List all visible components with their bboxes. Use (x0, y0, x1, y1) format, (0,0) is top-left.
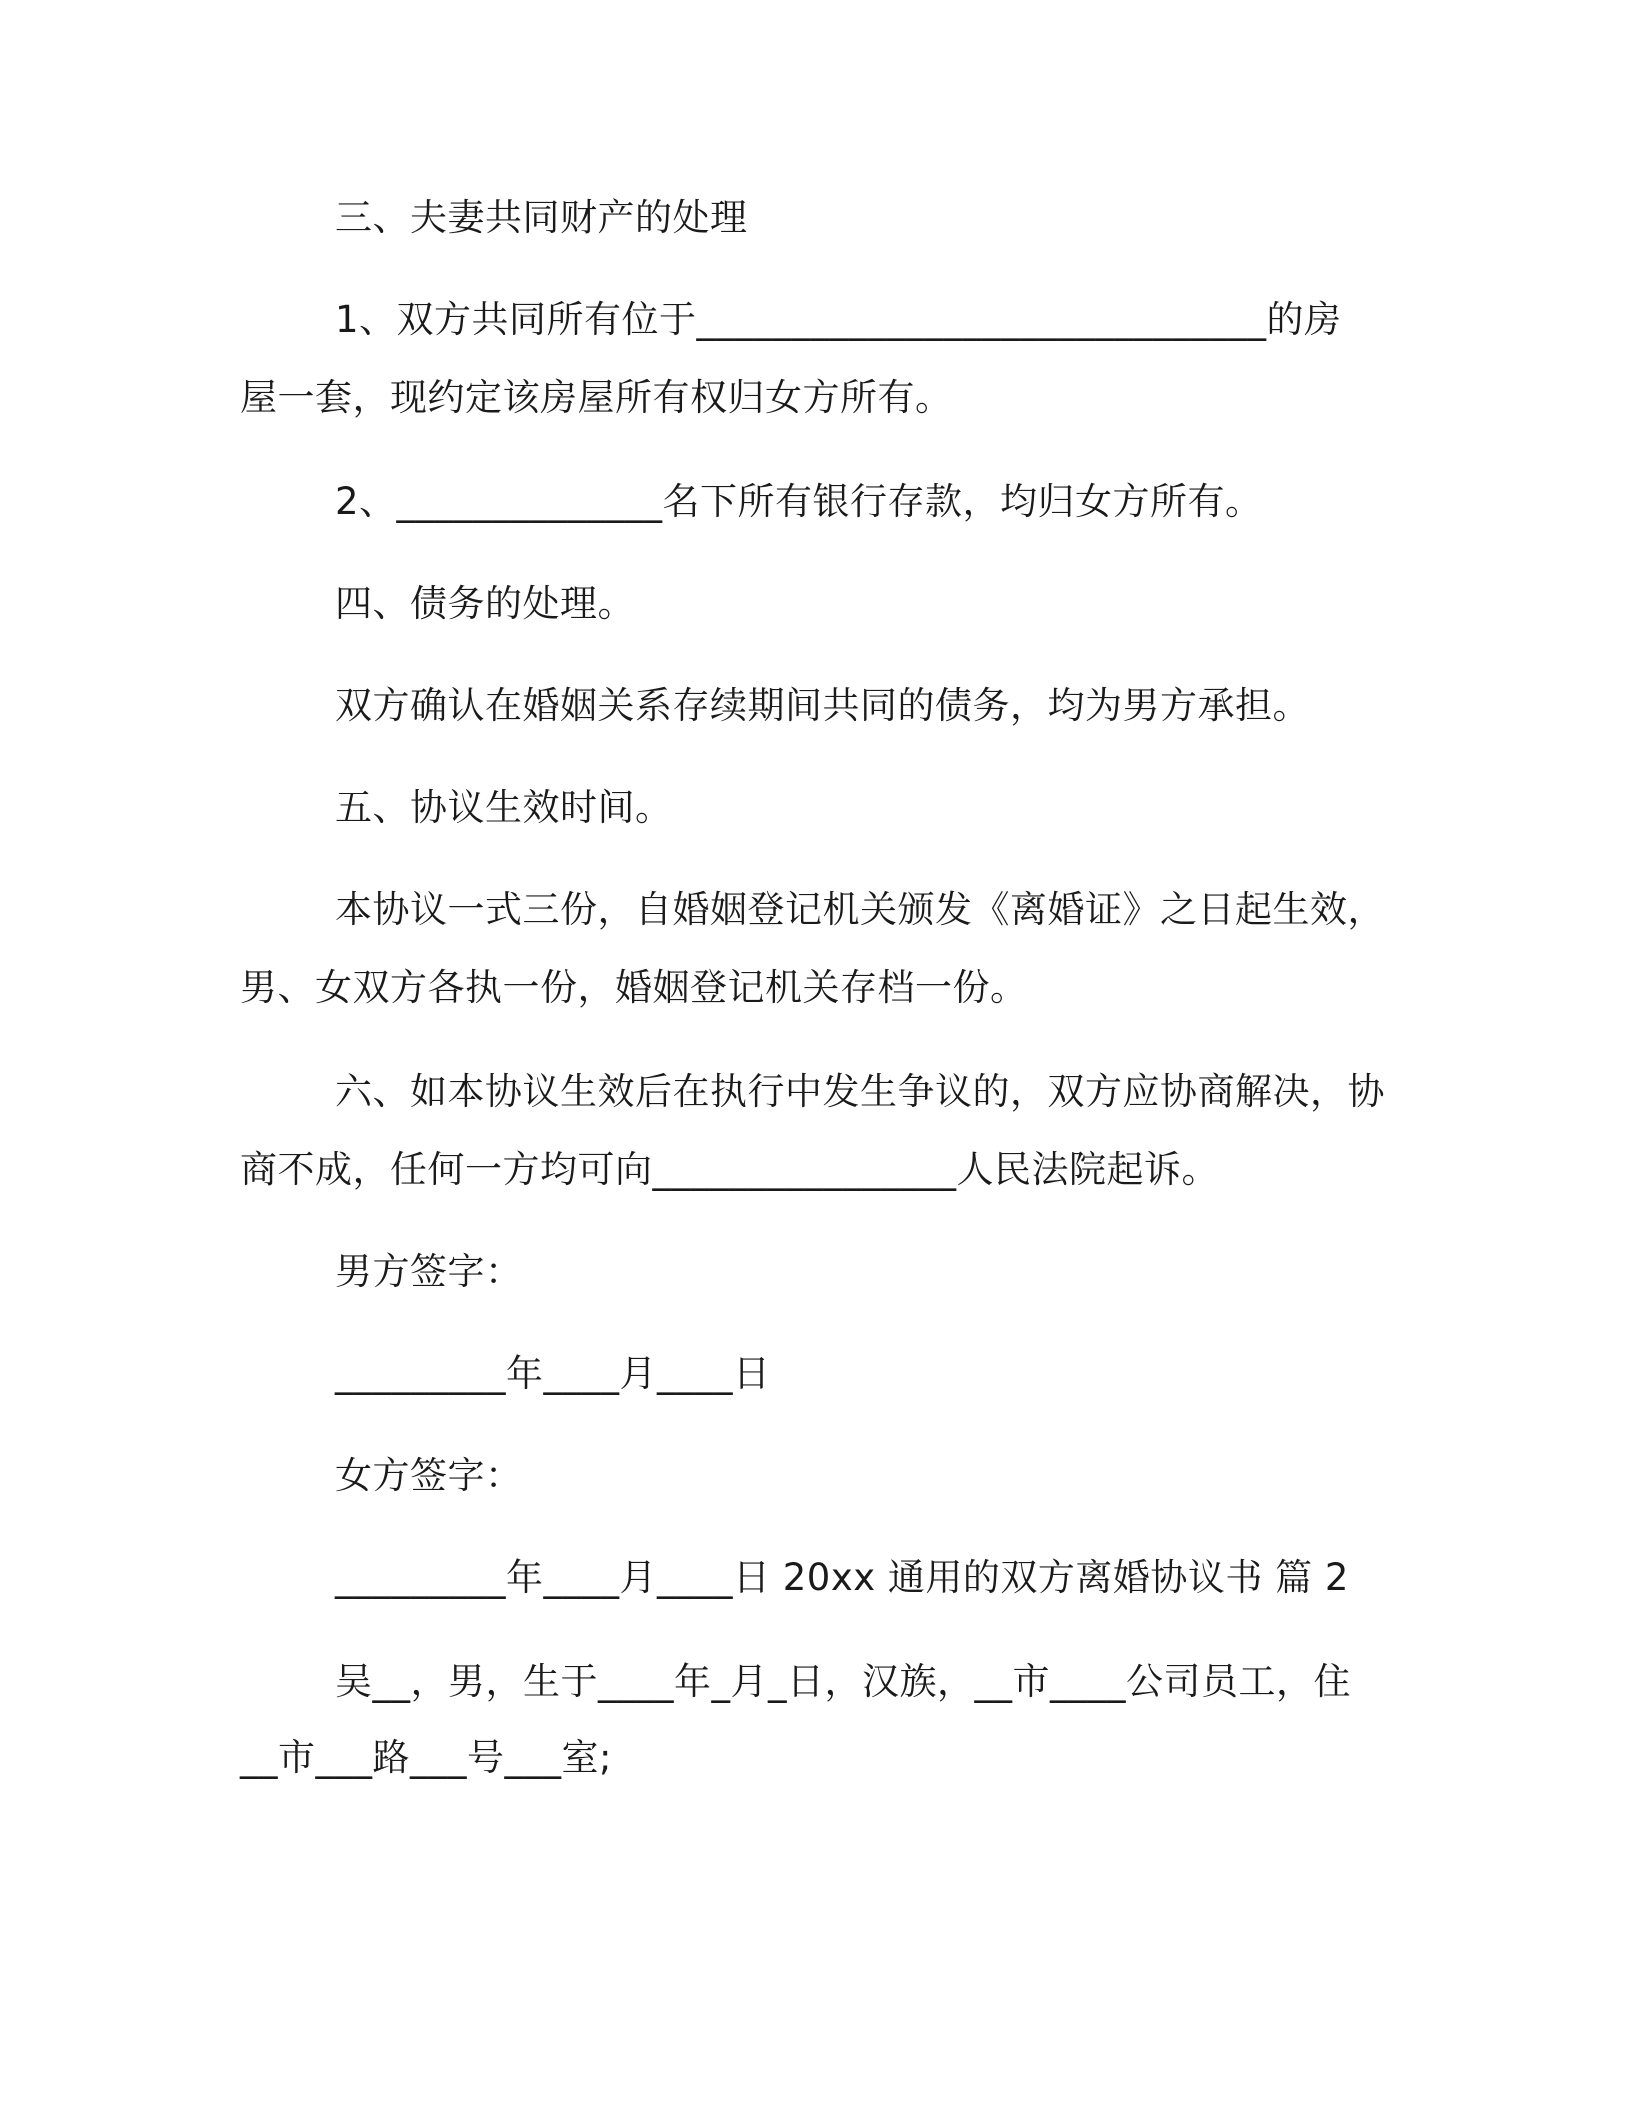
paragraph-line: 商不成，任何一方均可向________________人民法院起诉。 (240, 1148, 1219, 1191)
section-heading-debt: 四、债务的处理。 (335, 582, 635, 625)
paragraph-line: 本协议一式三份，自婚姻登记机关颁发《离婚证》之日起生效， (335, 888, 1385, 931)
date-and-heading-line: _________年____月____日 20xx 通用的双方离婚协议书 篇 2 (335, 1556, 1349, 1599)
paragraph-line: 屋一套，现约定该房屋所有权归女方所有。 (240, 376, 953, 419)
section-heading-effective-time: 五、协议生效时间。 (335, 786, 673, 829)
section-heading-property: 三、夫妻共同财产的处理 (335, 196, 748, 239)
paragraph-line: 男、女双方各执一份，婚姻登记机关存档一份。 (240, 966, 1028, 1009)
paragraph-line: 1、双方共同所有位于______________________________的房 (335, 298, 1342, 341)
paragraph-line: 吴__，男，生于____年_月_日，汉族，__市____公司员工，住 (335, 1660, 1351, 1703)
paragraph-line: 双方确认在婚姻关系存续期间共同的债务，均为男方承担。 (335, 684, 1310, 727)
paragraph-line: __市___路___号___室; (240, 1736, 612, 1779)
paragraph-line: 2、______________名下所有银行存款，均归女方所有。 (335, 480, 1263, 523)
paragraph-line: 六、如本协议生效后在执行中发生争议的，双方应协商解决，协 (335, 1070, 1385, 1113)
male-signature-label: 男方签字： (335, 1250, 523, 1293)
female-signature-label: 女方签字： (335, 1454, 523, 1497)
date-line: _________年____月____日 (335, 1352, 771, 1395)
